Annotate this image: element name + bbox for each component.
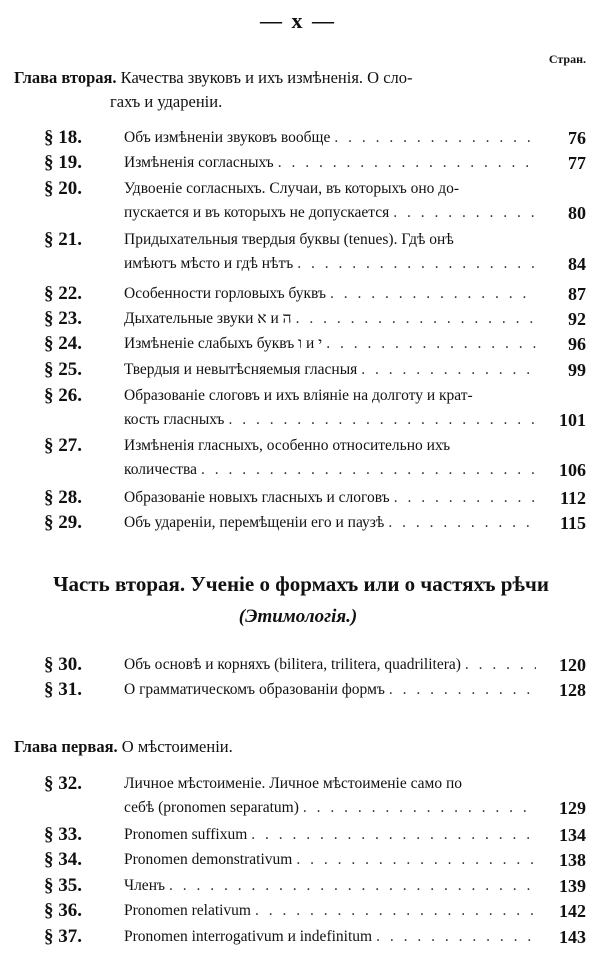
page-number: 138	[559, 850, 586, 870]
entry-title-line1: Pronomen interrogativum и indefinitum	[124, 928, 373, 945]
section-number: § 27.	[44, 435, 82, 456]
section-number: § 36.	[44, 900, 82, 921]
page-marker: — x —	[260, 8, 336, 33]
entry-title-line1: Удвоеніе согласныхъ. Случаи, въ которыхъ оно до-	[124, 180, 460, 197]
page-number: 76	[568, 128, 586, 148]
page-number: 142	[559, 901, 586, 921]
entry-title-line1: Образованіе новыхъ гласныхъ и слоговъ	[124, 489, 390, 506]
section-number: § 24.	[44, 333, 82, 354]
page-number: 120	[559, 655, 586, 675]
page-number: 77	[568, 153, 586, 173]
entry-title-line1: О грамматическомъ образованіи формъ	[124, 681, 385, 698]
entry-title-line1: Измѣненіе слабыхъ буквъ ו и י	[124, 335, 323, 352]
entry-title-line1: Дыхательные звуки א и ה	[124, 310, 292, 327]
entry-title-line1: Pronomen relativum	[124, 902, 251, 919]
page-number: 84	[568, 254, 586, 274]
entry-title-line1: Pronomen demonstrativum	[124, 851, 293, 868]
chapter-two-title-line2: гахъ и удареніи.	[110, 92, 223, 111]
chapter-one-heading	[14, 735, 584, 759]
entry-title-line1: Измѣненія гласныхъ, особенно относительно ихъ	[124, 437, 451, 454]
section-number: § 33.	[44, 824, 82, 845]
page-number: 87	[568, 284, 586, 304]
part-two-subtitle: (Этимологія.)	[238, 606, 358, 627]
entry-title-line1: Личное мѣстоименіе. Личное мѣстоименіе само по	[124, 775, 463, 792]
entry-title-line2: количества	[124, 461, 198, 478]
entry-title-line1: Членъ	[124, 877, 165, 894]
entry-title-line1: Объ удареніи, перемѣщеніи его и паузѣ	[124, 514, 385, 531]
page-number: 139	[559, 876, 586, 896]
section-number: § 19.	[44, 152, 82, 173]
page-number: 115	[559, 513, 586, 533]
section-number: § 21.	[44, 229, 82, 250]
section-number: § 23.	[44, 308, 82, 329]
page-number: 80	[568, 203, 586, 223]
page-number: 143	[559, 927, 586, 947]
section-number: § 18.	[44, 127, 82, 148]
entry-title-line2: себѣ (pronomen separatum)	[124, 799, 299, 816]
page-number: 106	[559, 460, 586, 480]
chapter-one-title: О мѣстоименіи.	[121, 737, 233, 756]
page-number: 92	[568, 309, 586, 329]
entry-title-line1: Образованіе слоговъ и ихъ вліяніе на долготу и крат-	[124, 387, 473, 404]
section-number: § 37.	[44, 926, 82, 947]
entry-title-line1: Объ основѣ и корняхъ (bilitera, trilitera, quadrilitera)	[124, 656, 461, 673]
section-number: § 26.	[44, 385, 82, 406]
entry-title-line1: Измѣненія согласныхъ	[124, 154, 274, 171]
section-number: § 35.	[44, 875, 82, 896]
page-number: 128	[559, 680, 586, 700]
entry-title-line1: Pronomen suffixum	[124, 826, 248, 843]
section-number: § 32.	[44, 773, 82, 794]
chapter-two-lead: Глава вторая.	[14, 68, 117, 87]
page-number: 112	[559, 488, 586, 508]
entry-title-line2: пускается и въ которыхъ не допускается	[124, 204, 390, 221]
page-number: 101	[559, 410, 586, 430]
section-number: § 25.	[44, 359, 82, 380]
page-number: 96	[568, 334, 586, 354]
chapter-two-heading	[14, 66, 584, 114]
page-number: 134	[559, 825, 586, 845]
entry-title-line2: кость гласныхъ	[124, 411, 225, 428]
page-number: 129	[559, 798, 586, 818]
entry-title-line1: Твердыя и невытѣсняемыя гласныя	[124, 361, 358, 378]
page-number: 99	[568, 360, 586, 380]
section-number: § 30.	[44, 654, 82, 675]
section-number: § 29.	[44, 512, 82, 533]
entry-title-line1: Объ измѣненіи звуковъ вообще	[124, 129, 331, 146]
section-number: § 31.	[44, 679, 82, 700]
part-two-title: Часть вторая. Ученіе о формахъ или о частяхъ рѣчи	[53, 572, 549, 596]
section-number: § 22.	[44, 283, 82, 304]
chapter-one-lead: Глава первая.	[14, 737, 118, 756]
entry-title-line1: Особенности горловыхъ буквъ	[124, 285, 326, 302]
section-number: § 20.	[44, 178, 82, 199]
chapter-two-title-line1: Качества звуковъ и ихъ измѣненія. О сло-	[120, 68, 413, 87]
section-number: § 28.	[44, 487, 82, 508]
entry-title-line2: имѣютъ мѣсто и гдѣ нѣтъ	[124, 255, 294, 272]
entry-title-line1: Придыхательныя твердыя буквы (tenues). Гдѣ онѣ	[124, 231, 454, 248]
section-number: § 34.	[44, 849, 82, 870]
pages-column-label: Стран.	[548, 52, 586, 66]
